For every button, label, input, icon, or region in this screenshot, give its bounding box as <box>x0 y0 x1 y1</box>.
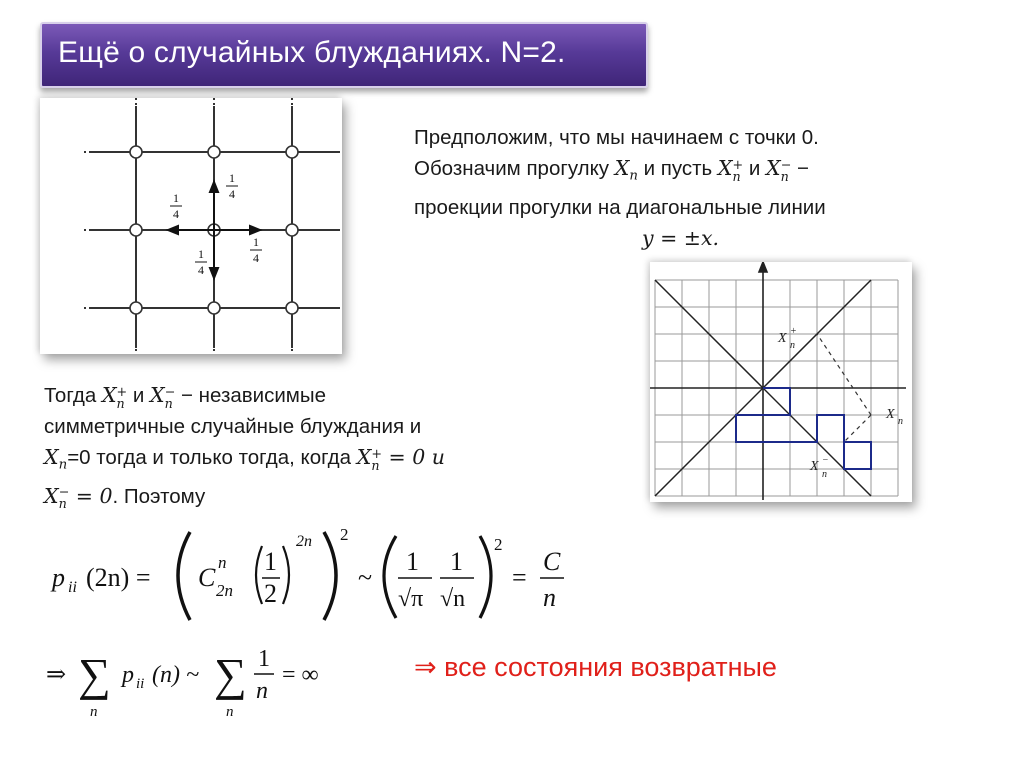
svg-text:(n) ~: (n) ~ <box>152 662 199 688</box>
intro-text <box>414 122 974 254</box>
svg-text:n: n <box>90 704 98 720</box>
slide-title: Ещё о случайных блужданиях. N=2. <box>58 36 566 69</box>
svg-text:n: n <box>822 469 827 480</box>
label-x-plus <box>777 326 797 351</box>
label-x-n <box>885 407 903 427</box>
independence-line-4: X− n = 0. Поэтому <box>44 483 206 512</box>
svg-text:ii: ii <box>136 676 145 692</box>
prob-label-right <box>250 235 262 265</box>
prob-label-left <box>170 191 182 221</box>
svg-text:n: n <box>256 678 268 704</box>
svg-text:p: p <box>122 662 134 688</box>
svg-text:4: 4 <box>253 251 259 265</box>
svg-text:1: 1 <box>253 235 259 249</box>
svg-text:2: 2 <box>494 535 503 554</box>
svg-text:X: X <box>778 331 787 346</box>
svg-text:4: 4 <box>173 207 179 221</box>
svg-text:X: X <box>810 459 819 474</box>
svg-text:n: n <box>543 583 556 612</box>
walk-projection-diagram <box>650 262 912 502</box>
svg-text:2: 2 <box>264 579 277 608</box>
conclusion-text: ⇒ все состояния возвратные <box>414 652 777 682</box>
svg-text:2n: 2n <box>216 581 233 600</box>
svg-text:= ∞: = ∞ <box>282 662 319 688</box>
svg-text:1: 1 <box>173 191 179 205</box>
svg-text:1: 1 <box>229 171 235 185</box>
svg-text:1: 1 <box>264 547 277 576</box>
svg-text:(2n) =: (2n) = <box>86 563 151 592</box>
svg-text:√π: √π <box>398 586 424 612</box>
svg-text:√n: √n <box>440 586 466 612</box>
svg-text:⇒: ⇒ <box>46 662 67 688</box>
svg-text:n: n <box>898 416 903 427</box>
svg-text:~: ~ <box>358 563 373 592</box>
prob-label-down <box>195 247 207 277</box>
svg-text:p: p <box>52 563 65 592</box>
intro-line-2: Обозначим прогулку $X_n$ и пусть X+ n и X− n − <box>414 156 809 184</box>
independence-line-3: $X_n=0$ тогда и только тогда, когда X+ n = 0 и <box>44 445 445 473</box>
walk-diagram-panel <box>650 262 912 502</box>
independence-line-2: симметричные случайные блуждания и <box>44 415 422 438</box>
intro-line-4: y = ±x. <box>642 225 720 250</box>
intro-line-1: Предположим, что мы начинаем с точки 0. <box>414 126 819 149</box>
svg-text:+: + <box>790 326 797 337</box>
lattice-figure-panel <box>40 98 342 354</box>
svg-text:1: 1 <box>406 547 419 576</box>
independence-line-1: Тогда X+ n и X− n − независимые <box>44 383 327 411</box>
label-x-minus <box>809 455 829 480</box>
lattice-diagram <box>40 98 342 354</box>
svg-text:2n: 2n <box>296 533 312 550</box>
svg-text:∑: ∑ <box>78 649 111 700</box>
svg-text:2: 2 <box>340 525 349 544</box>
svg-text:C: C <box>198 563 216 592</box>
svg-text:4: 4 <box>198 263 204 277</box>
svg-text:n: n <box>226 704 234 720</box>
svg-text:n: n <box>790 340 795 351</box>
svg-text:=: = <box>512 563 527 592</box>
svg-text:ii: ii <box>68 579 77 596</box>
svg-text:X: X <box>886 407 895 422</box>
prob-label-up <box>226 171 238 201</box>
independence-text <box>44 380 564 512</box>
intro-line-3: проекции прогулки на диагональные линии <box>414 195 826 219</box>
svg-text:1: 1 <box>258 646 270 672</box>
svg-text:n: n <box>218 553 227 572</box>
svg-text:4: 4 <box>229 187 235 201</box>
svg-text:C: C <box>543 547 561 576</box>
svg-text:1: 1 <box>450 547 463 576</box>
formula-series-divergence <box>40 630 370 720</box>
svg-text:1: 1 <box>198 247 204 261</box>
svg-text:−: − <box>822 455 829 466</box>
formula-return-probability <box>40 520 600 630</box>
svg-text:∑: ∑ <box>214 649 247 700</box>
